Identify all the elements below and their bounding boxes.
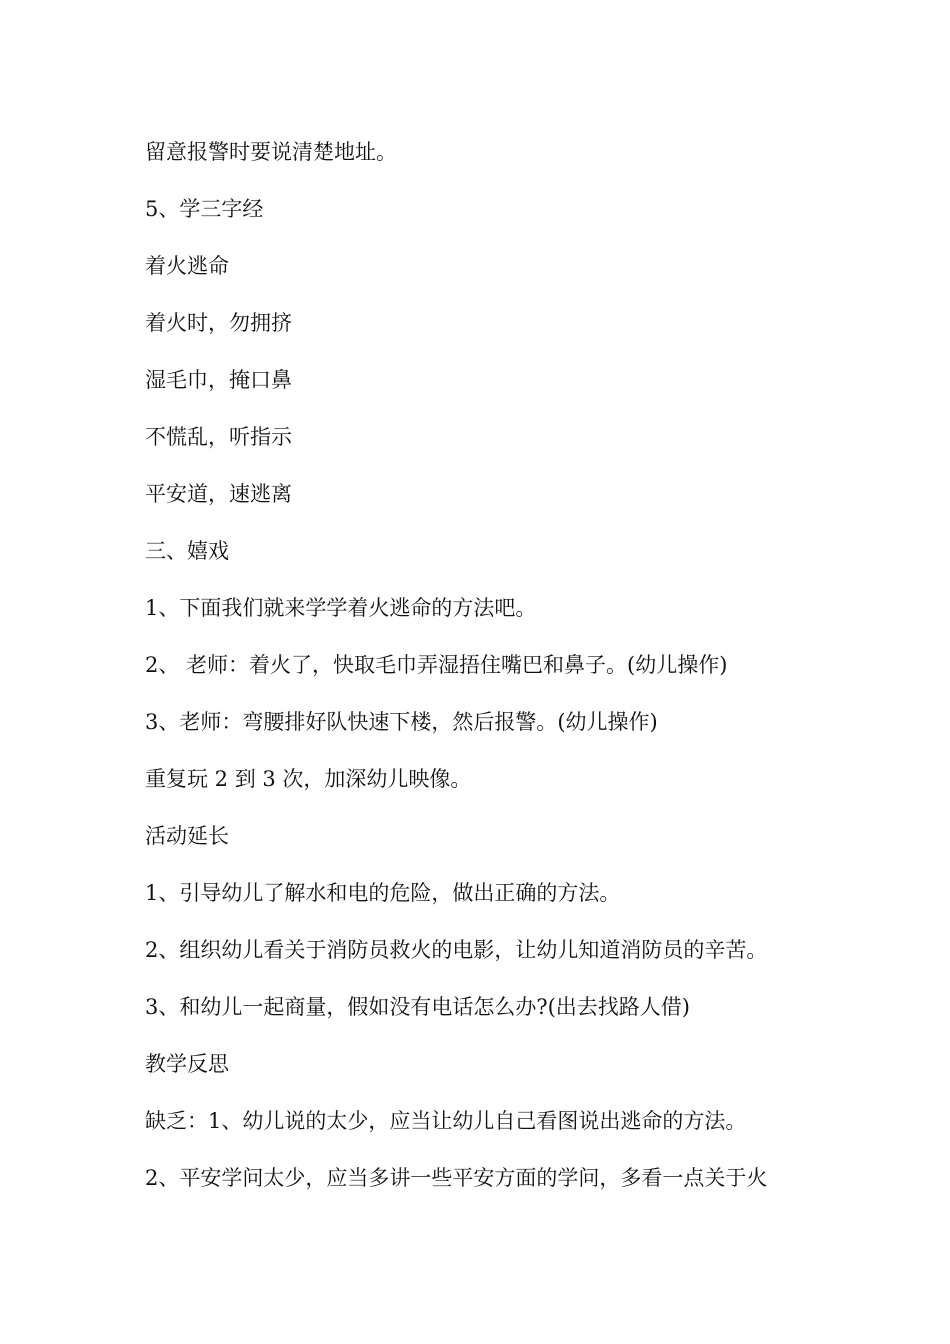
- text-line: 不慌乱，听指示: [145, 425, 292, 449]
- text-line: 湿毛巾，掩口鼻: [145, 368, 292, 392]
- text-line: 平安道，速逃离: [145, 482, 292, 506]
- section-heading: 着火逃命: [145, 254, 229, 278]
- section-heading: 教学反思: [145, 1052, 229, 1076]
- text-line: 5、学三字经: [145, 197, 264, 221]
- text-line: 2、组织幼儿看关于消防员救火的电影，让幼儿知道消防员的辛苦。: [145, 938, 768, 962]
- text-line: 缺乏：1、幼儿说的太少，应当让幼儿自己看图说出逃命的方法。: [145, 1109, 747, 1133]
- text-line: 留意报警时要说清楚地址。: [145, 140, 397, 164]
- text-line: 着火时，勿拥挤: [145, 311, 292, 335]
- text-line: 1、引导幼儿了解水和电的危险，做出正确的方法。: [145, 881, 621, 905]
- text-line: 2、 老师：着火了，快取毛巾弄湿捂住嘴巴和鼻子。(幼儿操作): [145, 653, 728, 677]
- text-line: 3、老师：弯腰排好队快速下楼，然后报警。(幼儿操作): [145, 710, 658, 734]
- text-line: 3、和幼儿一起商量，假如没有电话怎么办?(出去找路人借): [145, 995, 691, 1019]
- text-line: 1、下面我们就来学学着火逃命的方法吧。: [145, 596, 537, 620]
- section-heading: 三、嬉戏: [145, 539, 229, 563]
- section-heading: 活动延长: [145, 824, 229, 848]
- text-line: 重复玩 2 到 3 次，加深幼儿映像。: [145, 767, 472, 791]
- text-line: 2、平安学问太少，应当多讲一些平安方面的学问，多看一点关于火: [145, 1166, 768, 1190]
